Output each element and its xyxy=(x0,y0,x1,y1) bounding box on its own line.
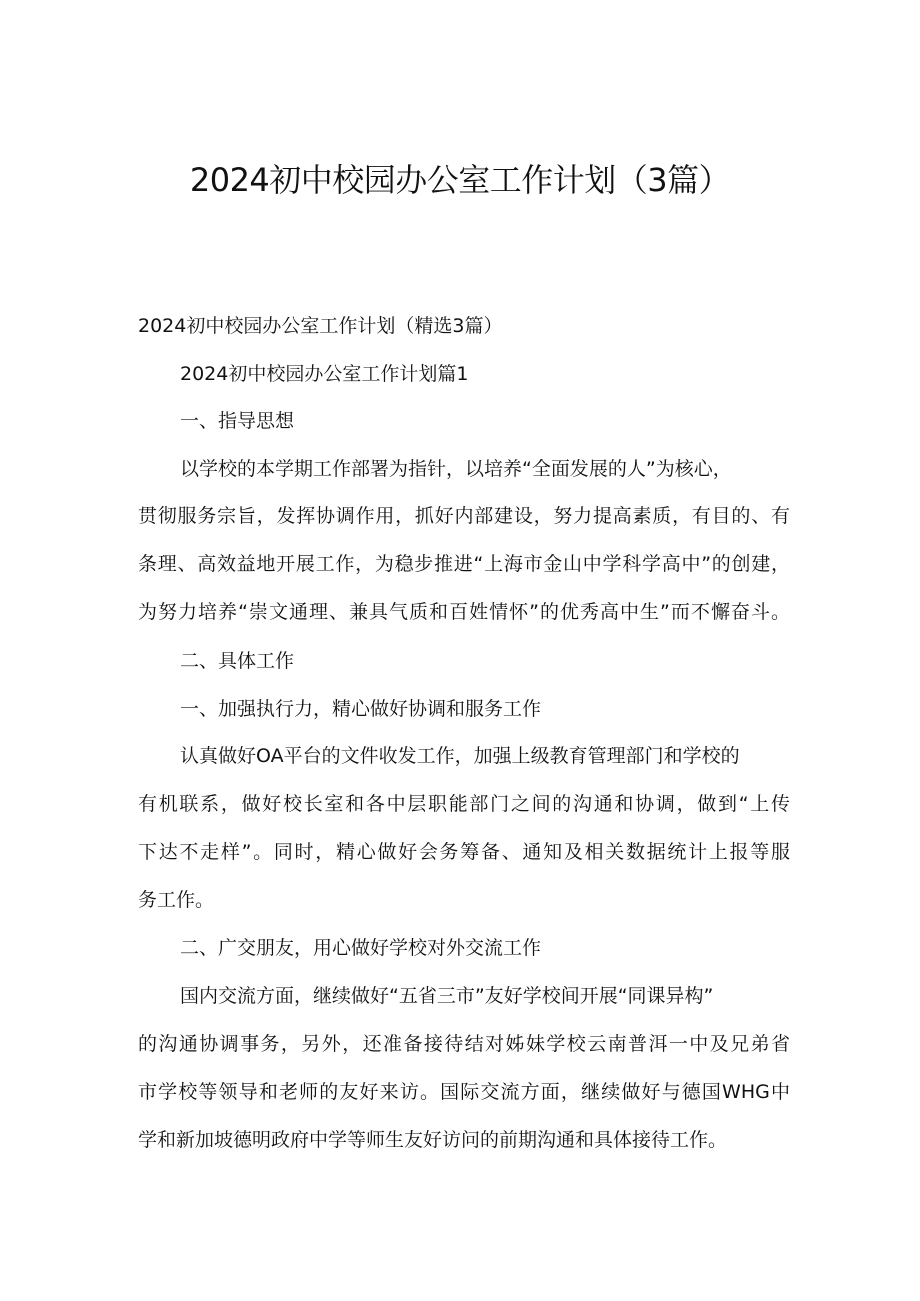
paragraph-line: 认真做好OA平台的文件收发工作，加强上级教育管理部门和学校的 xyxy=(180,745,740,767)
heading-specific-work: 二、具体工作 xyxy=(180,650,295,672)
paragraph-line: 以学校的本学期工作部署为指针，以培养“全面发展的人”为核心， xyxy=(180,458,732,480)
paragraph-line: 学和新加坡德明政府中学等师生友好访问的前期沟通和具体接待工作。 xyxy=(138,1129,728,1151)
subheading-execution: 一、加强执行力，精心做好协调和服务工作 xyxy=(180,698,542,720)
paragraph-line: 市学校等领导和老师的友好来访。国际交流方面，继续做好与德国WHG中 xyxy=(138,1081,790,1103)
subheading-external-exchange: 二、广交朋友，用心做好学校对外交流工作 xyxy=(180,937,542,959)
paragraph-line: 为努力培养“崇文通理、兼具气质和百姓情怀”的优秀高中生”而不懈奋斗。 xyxy=(138,601,790,623)
paragraph-line: 有机联系，做好校长室和各中层职能部门之间的沟通和协调，做到“上传 xyxy=(138,793,790,815)
heading-guiding-ideology: 一、指导思想 xyxy=(180,410,295,432)
paragraph-line: 国内交流方面，继续做好“五省三市”友好学校间开展“同课异构” xyxy=(180,985,714,1007)
paragraph-line: 贯彻服务宗旨，发挥协调作用，抓好内部建设，努力提高素质，有目的、有 xyxy=(138,505,790,527)
section-heading: 2024初中校园办公室工作计划篇1 xyxy=(180,363,469,385)
document-subtitle: 2024初中校园办公室工作计划（精选3篇） xyxy=(138,315,503,337)
paragraph-line: 的沟通协调事务，另外，还准备接待结对姊妹学校云南普洱一中及兄弟省 xyxy=(138,1033,790,1055)
paragraph-line: 条理、高效益地开展工作，为稳步推进“上海市金山中学科学高中”的创建， xyxy=(138,553,790,575)
paragraph-line: 务工作。 xyxy=(138,889,215,911)
document-title: 2024初中校园办公室工作计划（3篇） xyxy=(189,161,731,199)
paragraph-line: 下达不走样”。同时，精心做好会务筹备、通知及相关数据统计上报等服 xyxy=(138,841,790,863)
